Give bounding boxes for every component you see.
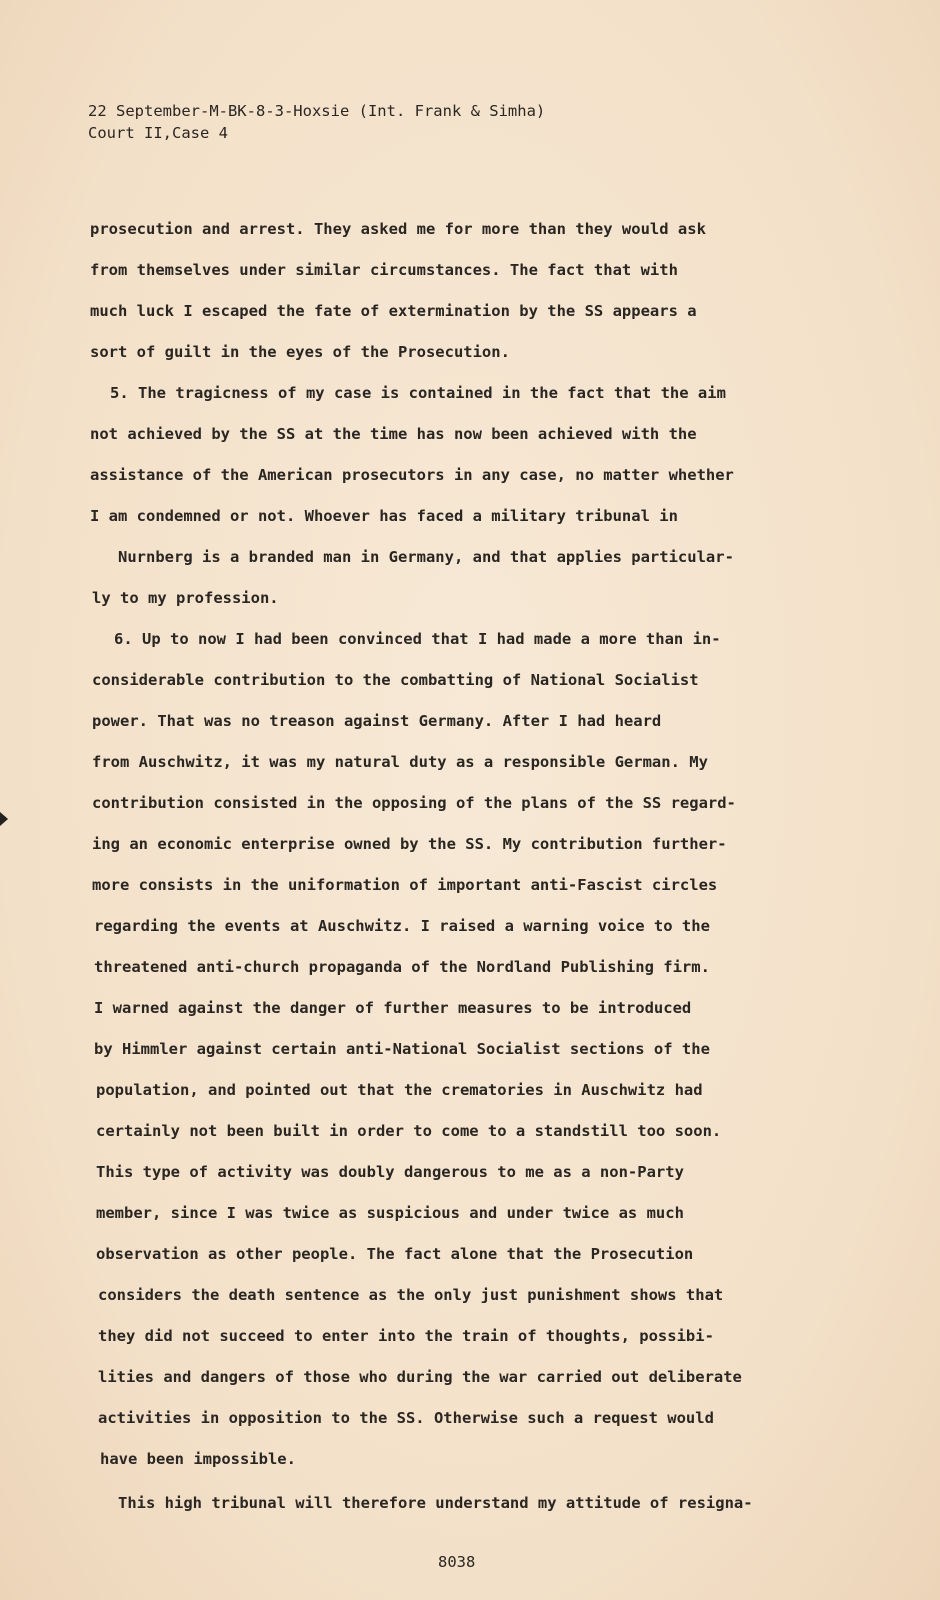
body-line: population, and pointed out that the crematories in Auschwitz had: [96, 1081, 703, 1099]
document-header: [88, 100, 545, 144]
body-line: regarding the events at Auschwitz. I raised a warning voice to the: [94, 917, 710, 935]
body-line: from Auschwitz, it was my natural duty as a responsible German. My: [92, 753, 708, 771]
body-line: considerable contribution to the combatting of National Socialist: [92, 671, 699, 689]
header-line-1: 22 September-M-BK-8-3-Hoxsie (Int. Frank & Simha): [88, 102, 546, 120]
body-line: power. That was no treason against Germany. After I had heard: [92, 712, 662, 730]
body-line: threatened anti-church propaganda of the Nordland Publishing firm.: [94, 958, 710, 976]
body-line: not achieved by the SS at the time has now been achieved with the: [90, 425, 697, 443]
body-line: they did not succeed to enter into the train of thoughts, possibi-: [98, 1327, 714, 1345]
body-line: lities and dangers of those who during the war carried out deliberate: [98, 1368, 742, 1386]
body-line: prosecution and arrest. They asked me for more than they would ask: [90, 220, 706, 238]
body-line: by Himmler against certain anti-National Socialist sections of the: [94, 1040, 710, 1058]
body-line: have been impossible.: [100, 1450, 296, 1468]
edge-arrow-icon: [0, 812, 8, 826]
header-line-2: Court II,Case 4: [88, 124, 228, 142]
body-line: 6. Up to now I had been convinced that I had made a more than in-: [114, 630, 721, 648]
page-number: 8038: [438, 1553, 476, 1571]
body-line: from themselves under similar circumstances. The fact that with: [90, 261, 678, 279]
body-line: member, since I was twice as suspicious and under twice as much: [96, 1204, 684, 1222]
body-line: considers the death sentence as the only just punishment shows that: [98, 1286, 724, 1304]
body-line: 5. The tragicness of my case is contained in the fact that the aim: [110, 384, 726, 402]
body-line: contribution consisted in the opposing of the plans of the SS regard-: [92, 794, 736, 812]
body-line: observation as other people. The fact alone that the Prosecution: [96, 1245, 694, 1263]
body-line: activities in opposition to the SS. Otherwise such a request would: [98, 1409, 714, 1427]
body-line: assistance of the American prosecutors in any case, no matter whether: [90, 466, 734, 484]
body-line: more consists in the uniformation of important anti-Fascist circles: [92, 876, 718, 894]
body-line: much luck I escaped the fate of extermination by the SS appears a: [90, 302, 697, 320]
body-line: Nurnberg is a branded man in Germany, and that applies particular-: [118, 548, 734, 566]
body-line: sort of guilt in the eyes of the Prosecution.: [90, 343, 510, 361]
body-line: ing an economic enterprise owned by the SS. My contribution further-: [92, 835, 727, 853]
body-line: This high tribunal will therefore understand my attitude of resigna-: [118, 1494, 753, 1512]
body-line: I warned against the danger of further measures to be introduced: [94, 999, 692, 1017]
body-line: This type of activity was doubly dangerous to me as a non-Party: [96, 1163, 684, 1181]
body-line: certainly not been built in order to come to a standstill too soon.: [96, 1122, 722, 1140]
body-line: ly to my profession.: [92, 589, 279, 607]
body-line: I am condemned or not. Whoever has faced a military tribunal in: [90, 507, 678, 525]
